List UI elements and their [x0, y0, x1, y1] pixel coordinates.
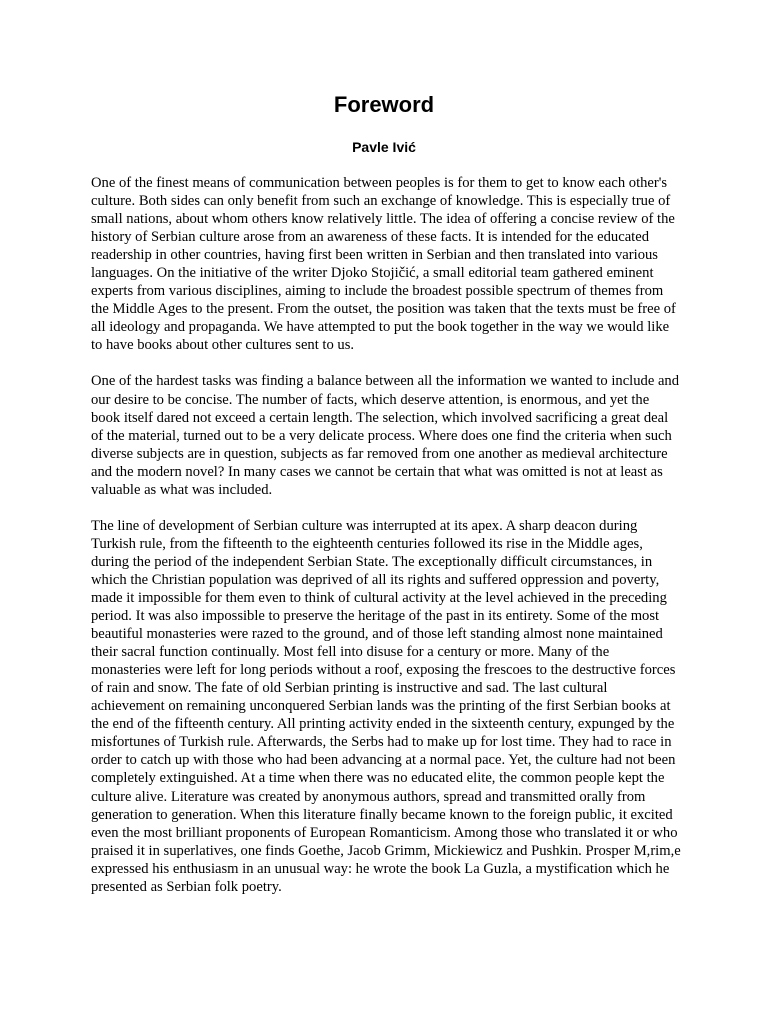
paragraph-3: The line of development of Serbian culture was interrupted at its apex. A sharp deacon during Turkish rule, from the fifteenth to the eighteenth centuries followed its rise in the Middle ages, during the period of the independent Serbian State. The exceptionally difficult circumstances, in which the Christian population was deprived of all its rights and suffered oppression and poverty, made it impossible for them even to think of cultural activity at the level achieved in the preceding period. It was also impossible to preserve the heritage of the past in its entirety. Some of the most beautiful monasteries were razed to the ground, and of those left standing almost none maintained their sacral function continually. Most fell into disuse for a century or more. Many of the monasteries were left for long periods without a roof, exposing the frescoes to the destructive forces of rain and snow. The fate of old Serbian printing is instructive and sad. The last cultural achievement on remaining unconquered Serbian lands was the printing of the first Serbian books at the end of the fifteenth century. All printing activity ended in the sixteenth century, expunged by the misfortunes of Turkish rule. Afterwards, the Serbs had to make up for lost time. They had to race in order to catch up with those who had been advancing at a normal pace. Yet, the culture had not been completely extinguished. At a time when there was no educated elite, the common people kept the culture alive. Literature was created by anonymous authors, spread and transmitted orally from generation to generation. When this literature finally became known to the foreign public, it excited even the most brilliant proponents of European Romanticism. Among those who translated it or who praised it in superlatives, one finds Goethe, Jacob Grimm, Mickiewicz and Pushkin. Prosper M,rim,e expressed his enthusiasm in an unusual way: he wrote the book La Guzla, a mystification which he presented as Serbian folk poetry.: [91, 517, 681, 895]
author-name: Pavle Ivić: [352, 139, 416, 155]
paragraph-2: One of the hardest tasks was finding a balance between all the information we wanted to include and our desire to be concise. The number of facts, which deserve attention, is enormous, and yet the book itself dared not exceed a certain length. The selection, which involved sacrificing a great deal of the material, turned out to be a very delicate process. Where does one find the criteria when such diverse subjects are in question, subjects as far removed from one another as medieval architecture and the modern novel? In many cases we cannot be certain that what was omitted is not at least as valuable as what was included.: [91, 373, 680, 498]
paragraph-1: One of the finest means of communication between peoples is for them to get to know each other's culture. Both sides can only benefit from such an exchange of knowledge. This is especially true of small nations, about whom others know relatively little. The idea of offering a concise review of the history of Serbian culture arose from an awareness of these facts. It is intended for the educated readership in other countries, having first been written in Serbian and then translated into various languages. On the initiative of the writer Djoko Stojičić, a small editorial team gathered eminent experts from various disciplines, aiming to include the broadest possible spectrum of themes from the Middle Ages to the present. From the outset, the position was taken that the texts must be free of all ideology and propaganda. We have attempted to put the book together in the way we would like to have books about other cultures sent to us.: [91, 175, 676, 354]
page-title: Foreword: [333, 92, 435, 117]
body-text: [91, 174, 681, 914]
